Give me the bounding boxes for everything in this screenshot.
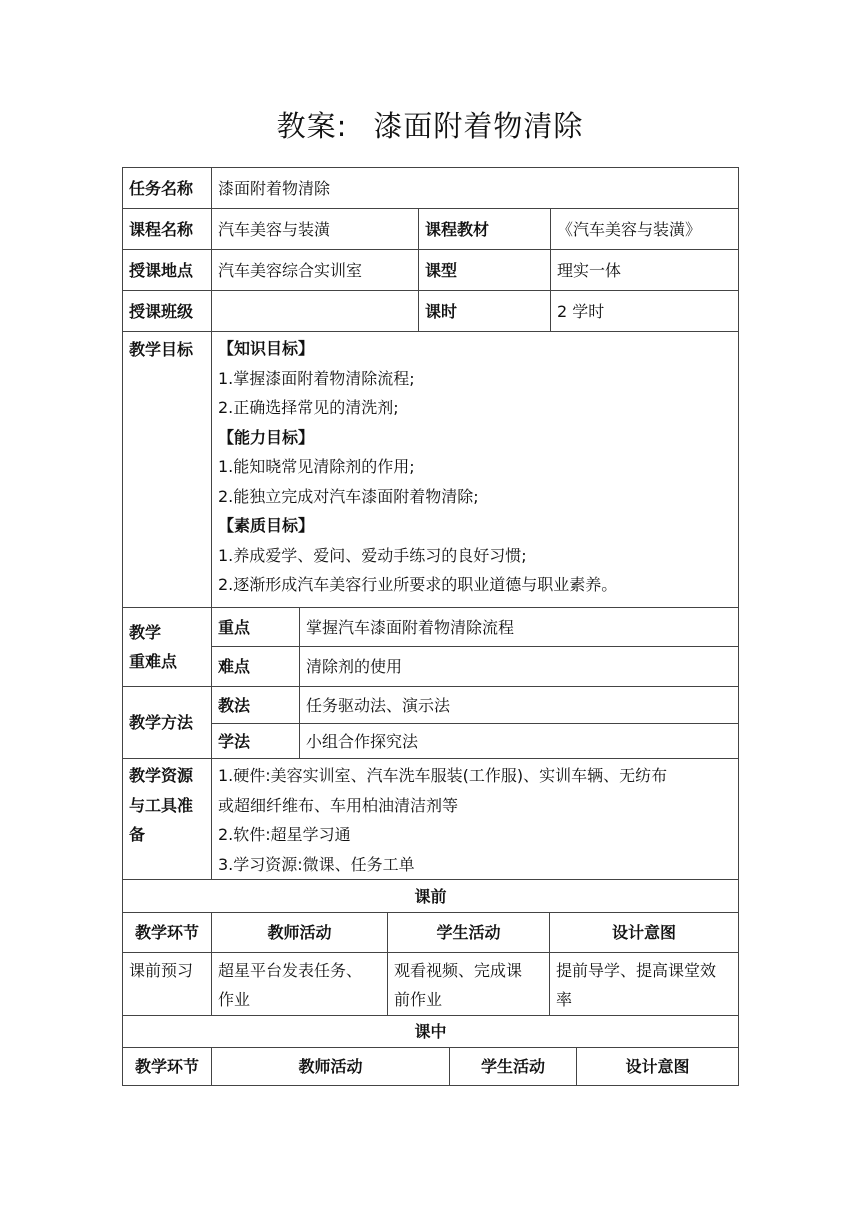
objective-line: 1.掌握漆面附着物清除流程; <box>218 368 415 388</box>
title-prefix: 教案: <box>276 109 348 143</box>
difficult-point-label: 难点 <box>212 647 300 687</box>
objective-line: 1.养成爱学、爱问、爱动手练习的良好习惯; <box>218 545 527 565</box>
textbook-label: 课程教材 <box>419 209 551 250</box>
title-name: 漆面附着物清除 <box>373 109 584 143</box>
resource-line: 或超细纤维布、车用柏油清洁剂等 <box>218 795 459 815</box>
objective-line: 2.正确选择常见的清洗剂; <box>218 398 399 417</box>
resources-label-line: 教学资源 <box>129 766 194 785</box>
objective-line: 2.能独立完成对汽车漆面附着物清除; <box>218 486 479 506</box>
resources-label-line: 备 <box>129 825 146 844</box>
class-label: 授课班级 <box>123 291 212 332</box>
location-label: 授课地点 <box>123 250 212 291</box>
in-class-section-header: 课中 <box>123 1016 739 1048</box>
teacher-activity-line: 超星平台发表任务、 <box>218 961 363 980</box>
task-name-label: 任务名称 <box>123 168 212 209</box>
in-class-header-student: 学生活动 <box>450 1048 577 1086</box>
resource-line: 3.学习资源:微课、任务工单 <box>218 854 415 874</box>
resources-label-line: 与工具准 <box>129 795 194 815</box>
teacher-activity-line: 作业 <box>218 990 251 1009</box>
pre-class-student-activity <box>388 953 550 1016</box>
pre-class-stage: 课前预习 <box>123 953 212 1016</box>
pre-class-header-stage: 教学环节 <box>123 913 212 953</box>
hours-label: 课时 <box>419 291 551 332</box>
key-point-value: 掌握汽车漆面附着物清除流程 <box>300 608 739 647</box>
resources-content <box>212 759 739 880</box>
objective-line: 2.逐渐形成汽车美容行业所要求的职业道德与职业素养。 <box>218 575 618 594</box>
resource-line: 1.硬件:美容实训室、汽车洗车服装(工作服)、实训车辆、无纺布 <box>218 766 668 785</box>
resources-label <box>123 759 212 880</box>
textbook-value: 《汽车美容与装潢》 <box>551 209 739 250</box>
pre-class-section-header: 课前 <box>123 880 739 913</box>
keypoints-label <box>123 608 212 687</box>
course-type-label: 课型 <box>419 250 551 291</box>
lesson-plan-table <box>122 167 739 1086</box>
class-value <box>212 291 419 332</box>
in-class-header-stage: 教学环节 <box>123 1048 212 1086</box>
course-type-value: 理实一体 <box>551 250 739 291</box>
pre-class-header-teacher: 教师活动 <box>212 913 388 953</box>
methods-label: 教学方法 <box>123 687 212 759</box>
key-point-label: 重点 <box>212 608 300 647</box>
task-name-value: 漆面附着物清除 <box>212 168 739 209</box>
pre-class-teacher-activity <box>212 953 388 1016</box>
learning-method-label: 学法 <box>212 724 300 759</box>
pre-class-header-student: 学生活动 <box>388 913 550 953</box>
course-name-label: 课程名称 <box>123 209 212 250</box>
teaching-method-value: 任务驱动法、演示法 <box>300 687 739 724</box>
objective-line: 1.能知晓常见清除剂的作用; <box>218 457 415 476</box>
pre-class-design-intent <box>550 953 739 1016</box>
pre-class-header-intent: 设计意图 <box>550 913 739 953</box>
difficult-point-value: 清除剂的使用 <box>300 647 739 687</box>
keypoints-label-line2: 重难点 <box>129 652 178 671</box>
document-title <box>0 104 860 145</box>
resource-line: 2.软件:超星学习通 <box>218 825 351 844</box>
location-value: 汽车美容综合实训室 <box>212 250 419 291</box>
design-intent-line: 提前导学、提高课堂效 <box>556 961 717 980</box>
keypoints-label-line1: 教学 <box>129 623 162 642</box>
design-intent-line: 率 <box>556 990 573 1009</box>
teaching-method-label: 教法 <box>212 687 300 724</box>
student-activity-line: 前作业 <box>394 990 443 1009</box>
objectives-label: 教学目标 <box>123 332 212 608</box>
in-class-header-teacher: 教师活动 <box>212 1048 450 1086</box>
in-class-header-intent: 设计意图 <box>577 1048 739 1086</box>
student-activity-line: 观看视频、完成课 <box>394 961 523 980</box>
objective-heading-ability: 【能力目标】 <box>218 427 315 447</box>
objective-heading-knowledge: 【知识目标】 <box>218 339 315 358</box>
objective-heading-quality: 【素质目标】 <box>218 516 315 535</box>
objectives-content <box>212 332 739 608</box>
course-name-value: 汽车美容与装潢 <box>212 209 419 250</box>
hours-value: 2 学时 <box>551 291 739 332</box>
learning-method-value: 小组合作探究法 <box>300 724 739 759</box>
